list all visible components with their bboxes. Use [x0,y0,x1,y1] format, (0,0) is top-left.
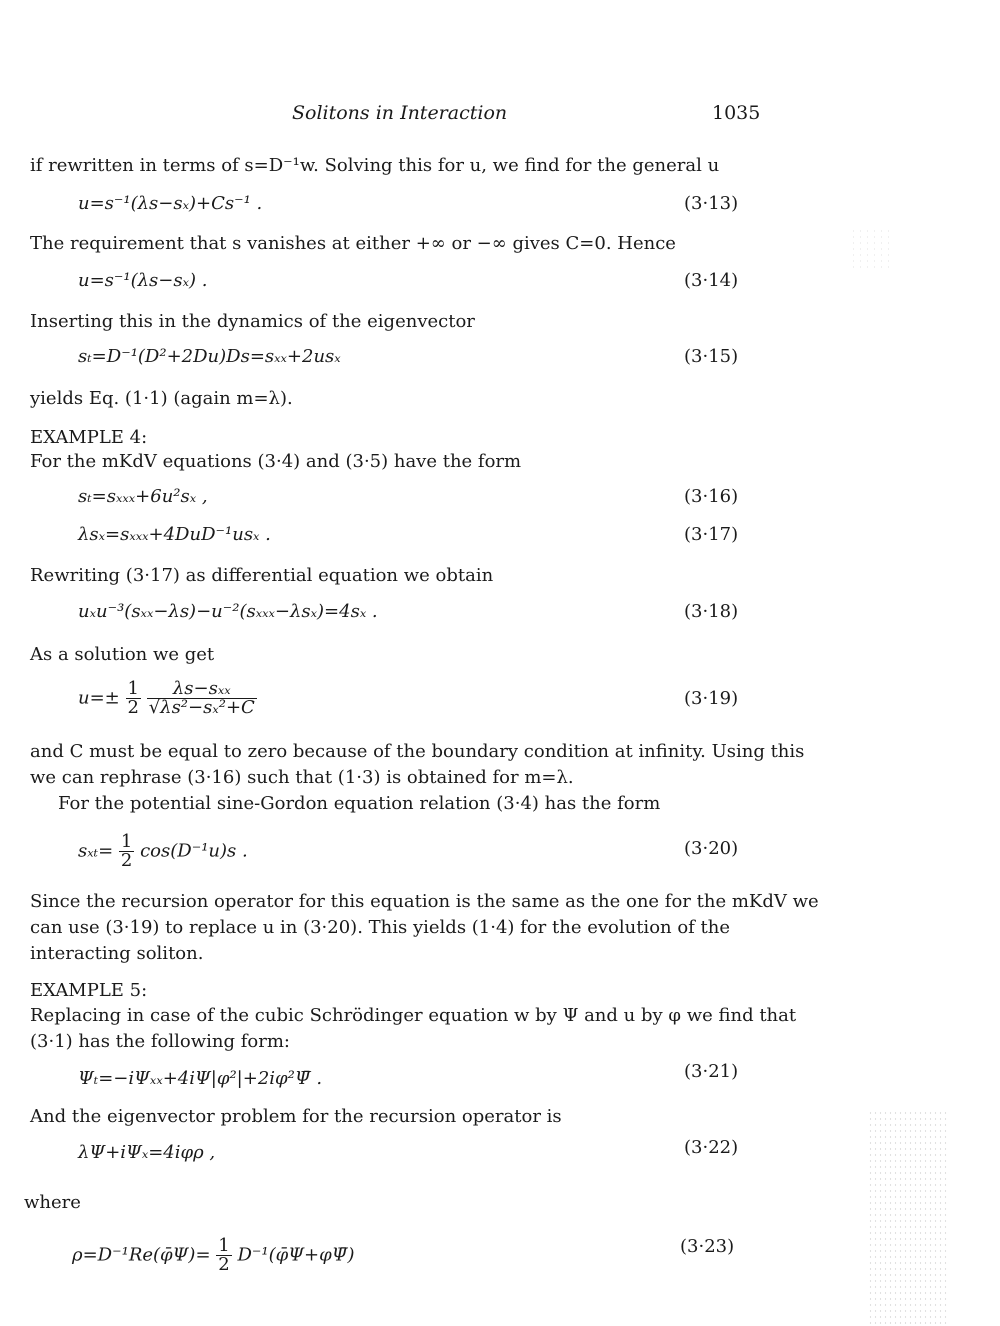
eq20-half-numerator: 1 [120,831,133,852]
equation-number-3-14: (3·14) [684,270,739,291]
equation-3-18: uₓu⁻³(sₓₓ−λs)−u⁻²(sₓₓₓ−λsₓ)=4sₓ . [78,601,378,622]
eq19-main-denominator: √λs²−sₓ²+C [148,697,255,718]
example-5-heading: EXAMPLE 5: [30,980,148,1001]
equation-3-19 [78,680,257,717]
paragraph-10-line-1: Since the recursion operator for this equation is the same as the one for the mKdV we [30,891,819,912]
paragraph-10-line-3: interacting soliton. [30,943,204,964]
paragraph-10-line-2: can use (3·19) to replace u in (3·20). This yields (1·4) for the evolution of the [30,917,731,938]
paragraph-5: For the mKdV equations (3·4) and (3·5) have the form [30,451,522,472]
eq20-rhs: cos(D⁻¹u)s . [140,840,248,862]
paragraph-9: For the potential sine-Gordon equation relation (3·4) has the form [58,793,661,814]
paragraph-7: As a solution we get [30,644,215,665]
paragraph-8-line-1: and C must be equal to zero because of the boundary condition at infinity. Using this [30,741,805,762]
eq19-lhs: u=± [78,687,120,709]
equation-3-23 [72,1237,355,1274]
scan-speckle-bottom [868,1110,948,1326]
equation-number-3-15: (3·15) [684,346,739,367]
equation-number-3-13: (3·13) [684,193,739,214]
eq23-fraction-half [216,1237,231,1274]
scan-speckle-top [850,228,890,268]
eq19-fraction-main [147,680,257,717]
eq20-fraction-half [119,833,134,870]
equation-number-3-21: (3·21) [684,1061,739,1082]
paragraph-12: And the eigenvector problem for the recursion operator is [30,1106,562,1127]
equation-number-3-22: (3·22) [684,1137,739,1158]
equation-3-17: λsₓ=sₓₓₓ+4DuD⁻¹usₓ . [78,524,271,545]
paragraph-1: if rewritten in terms of s=D⁻¹w. Solving this for u, we find for the general u [30,155,720,176]
equation-3-13: u=s⁻¹(λs−sₓ)+Cs⁻¹ . [78,193,263,214]
eq20-half-denominator: 2 [120,850,133,871]
paragraph-8-line-2: we can rephrase (3·16) such that (1·3) is obtained for m=λ. [30,767,574,788]
eq19-fraction-half [126,680,141,717]
equation-number-3-18: (3·18) [684,601,739,622]
equation-number-3-20: (3·20) [684,838,739,859]
paragraph-6: Rewriting (3·17) as differential equation we obtain [30,565,494,586]
eq23-half-numerator: 1 [218,1235,230,1256]
eq23-half-denominator: 2 [218,1254,230,1275]
equation-number-3-17: (3·17) [684,524,739,545]
eq19-main-numerator: λs−sₓₓ [172,678,231,699]
equation-3-16: sₜ=sₓₓₓ+6u²sₓ , [78,486,208,507]
paragraph-2: The requirement that s vanishes at either +∞ or −∞ gives C=0. Hence [30,233,676,254]
page-number: 1035 [712,102,761,124]
paragraph-11-line-2: (3·1) has the following form: [30,1031,290,1052]
equation-number-3-16: (3·16) [684,486,739,507]
equation-3-20 [78,833,248,870]
paragraph-13: where [24,1192,81,1213]
eq23-rhs: D⁻¹(φ̄Ψ+φΨ̄) [237,1244,355,1266]
eq20-lhs: sₓₜ= [78,840,114,862]
equation-3-14: u=s⁻¹(λs−sₓ) . [78,270,208,291]
paragraph-4: yields Eq. (1·1) (again m=λ). [30,388,293,409]
equation-number-3-23: (3·23) [680,1236,735,1257]
eq23-lhs: ρ=D⁻¹Re(φ̄Ψ)= [72,1244,211,1266]
example-4-heading: EXAMPLE 4: [30,427,148,448]
paragraph-3: Inserting this in the dynamics of the eigenvector [30,311,475,332]
paragraph-11-line-1: Replacing in case of the cubic Schrödinger equation w by Ψ and u by φ we find that [30,1005,797,1026]
equation-3-15: sₜ=D⁻¹(D²+2Du)Ds=sₓₓ+2usₓ [78,346,341,367]
eq19-half-numerator: 1 [127,678,139,699]
equation-3-22: λΨ+iΨₓ=4iφρ , [78,1142,216,1163]
running-header-title: Solitons in Interaction [292,102,508,124]
equation-number-3-19: (3·19) [684,688,739,709]
eq19-half-denominator: 2 [127,697,139,718]
equation-3-21: Ψₜ=−iΨₓₓ+4iΨ|φ²|+2iφ²Ψ̄ . [78,1068,323,1089]
